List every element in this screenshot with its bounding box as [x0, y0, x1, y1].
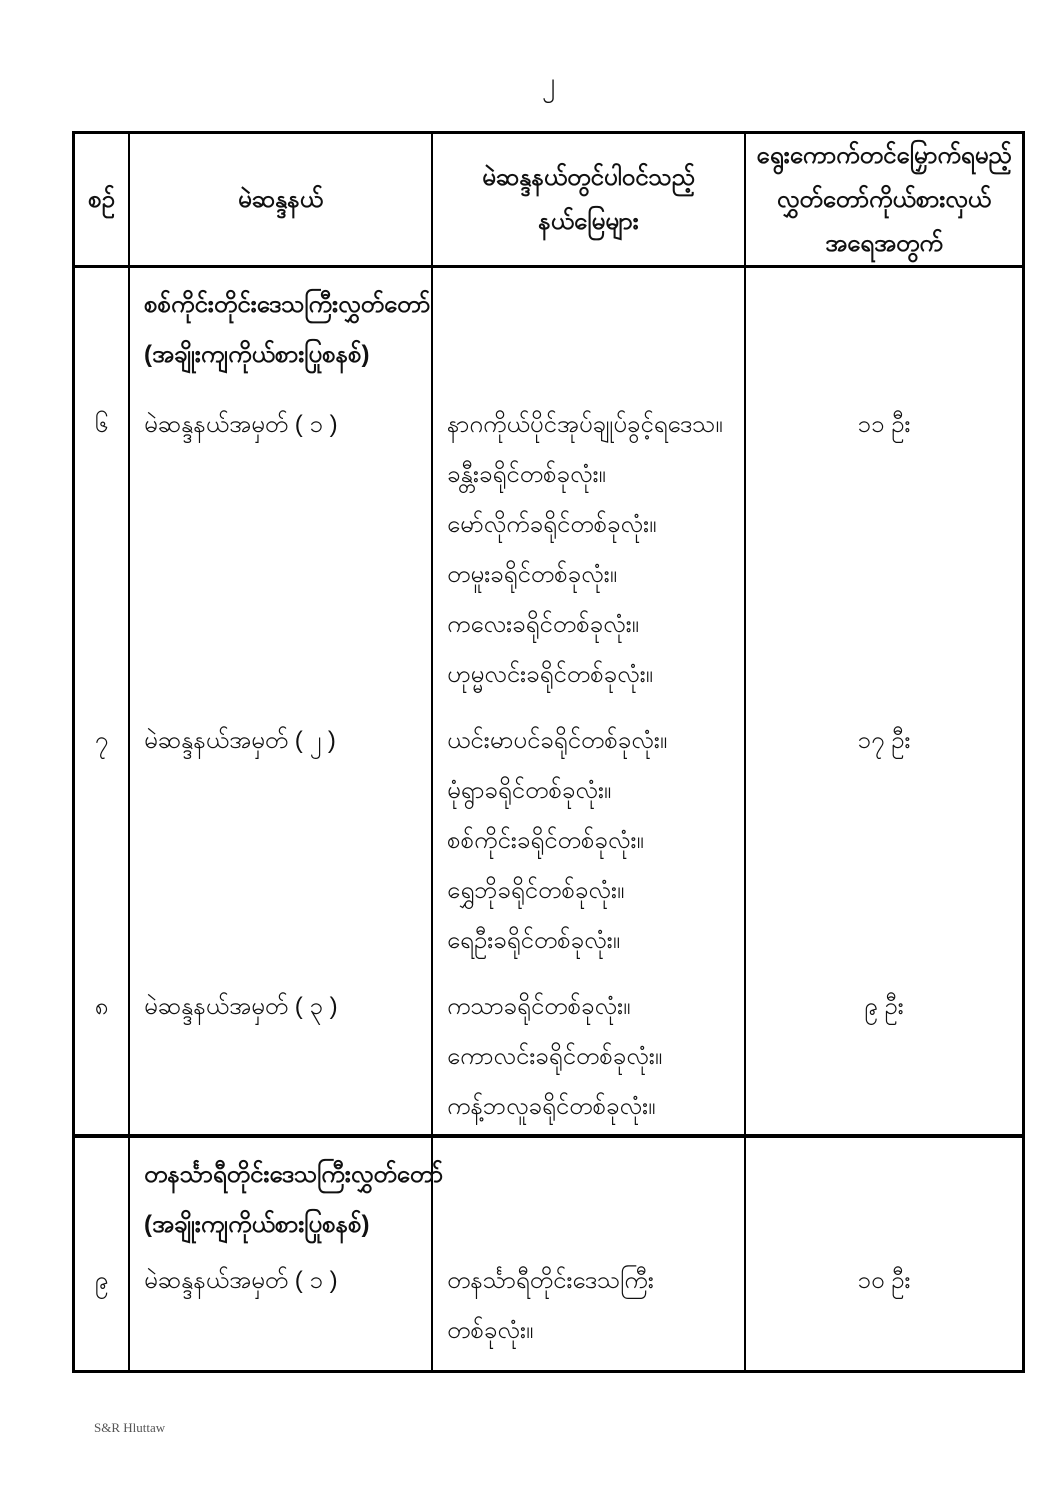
area-line: တမူးခရိုင်တစ်ခုလုံး။ [447, 561, 617, 588]
header-reps-line: လွှတ်တော်ကိုယ်စားလှယ် [776, 186, 992, 213]
constituency-cell: မဲဆန္ဒနယ်အမှတ် ( ၁ ) [130, 1256, 433, 1370]
area-line: ခန္တီးခရိုင်တစ်ခုလုံး။ [447, 461, 606, 488]
area-line: ဟုမ္မလင်းခရိုင်တစ်ခုလုံး။ [447, 661, 653, 688]
representatives-cell: ၉ ဦး [864, 993, 904, 1020]
area-line: မော်လိုက်ခရိုင်တစ်ခုလုံး။ [447, 511, 657, 538]
empty-cell [75, 268, 130, 386]
empty-cell [746, 268, 1022, 386]
header-constituency-label: မဲဆန္ဒနယ် [237, 186, 324, 213]
area-line: ယင်းမာပင်ခရိုင်တစ်ခုလုံး။ [447, 727, 668, 754]
header-cell-areas [433, 134, 746, 266]
area-line: ကန့်ဘလူခရိုင်တစ်ခုလုံး။ [447, 1093, 656, 1120]
empty-cell [75, 1138, 130, 1256]
table-header-row [75, 134, 1022, 268]
area-line: ကသာခရိုင်တစ်ခုလုံး။ [447, 993, 631, 1020]
header-cell-constituency [130, 134, 433, 266]
areas-cell [433, 1256, 746, 1370]
empty-cell [746, 1138, 1022, 1256]
areas-cell [433, 968, 746, 1134]
area-line: ကောလင်းခရိုင်တစ်ခုလုံး။ [447, 1043, 663, 1070]
row-number-cell: ၉ [75, 1256, 130, 1370]
row-number-cell: ၇ [75, 702, 130, 968]
header-no-label: စဉ် [88, 186, 115, 213]
area-line: ကလေးခရိုင်တစ်ခုလုံး။ [447, 611, 639, 638]
section-title [130, 1138, 443, 1256]
empty-cell [433, 1138, 746, 1256]
header-areas-line: နယ်မြေများ [538, 208, 639, 235]
representatives-cell: ၁၇ ဦး [857, 727, 911, 754]
area-line: တစ်ခုလုံး။ [447, 1317, 534, 1344]
footer-watermark: S&R Hluttaw [94, 1420, 166, 1435]
representatives-cell: ၁၁ ဦး [857, 411, 911, 438]
page-number: ၂ [541, 67, 556, 97]
area-line: မုံရွာခရိုင်တစ်ခုလုံး။ [447, 777, 612, 804]
section-title-line: (အချိုးကျကိုယ်စားပြုစနစ်) [144, 341, 370, 368]
constituency-cell: မဲဆန္ဒနယ်အမှတ် ( ၁ ) [130, 386, 433, 702]
area-line: ရေဦးခရိုင်တစ်ခုလုံး။ [447, 927, 621, 954]
area-line: တနင်္သာရီတိုင်းဒေသကြီး [447, 1267, 654, 1294]
section-title-line: စစ်ကိုင်းတိုင်းဒေသကြီးလွှတ်တော် [144, 291, 431, 318]
section-title [130, 268, 433, 386]
header-areas-line: မဲဆန္ဒနယ်တွင်ပါဝင်သည့် [482, 164, 695, 191]
row-number-cell: ၆ [75, 386, 130, 702]
header-reps-line: ရွေးကောက်တင်မြှောက်ရမည့် [756, 142, 1012, 169]
section-title-line: တနင်္သာရီတိုင်းဒေသကြီးလွှတ်တော် [144, 1161, 443, 1188]
table-section-sagaing [75, 268, 1022, 1134]
constituency-cell: မဲဆန္ဒနယ်အမှတ် ( ၂ ) [130, 702, 433, 968]
empty-cell [433, 268, 746, 386]
representatives-cell: ၁၀ ဦး [857, 1267, 911, 1294]
areas-cell [433, 386, 746, 702]
constituency-table [72, 131, 1025, 1373]
constituency-cell: မဲဆန္ဒနယ်အမှတ် ( ၃ ) [130, 968, 433, 1134]
area-line: စစ်ကိုင်းခရိုင်တစ်ခုလုံး။ [447, 827, 644, 854]
area-line: နာဂကိုယ်ပိုင်အုပ်ချုပ်ခွင့်ရဒေသ။ [447, 411, 723, 438]
table-section-tanintharyi [75, 1134, 1022, 1370]
section-title-line: (အချိုးကျကိုယ်စားပြုစနစ်) [144, 1211, 370, 1238]
row-number-cell: ၈ [75, 968, 130, 1134]
header-cell-representatives [746, 134, 1022, 266]
areas-cell [433, 702, 746, 968]
header-cell-no [75, 134, 130, 266]
header-reps-line: အရေအတွက် [825, 230, 943, 257]
area-line: ရွှေဘိုခရိုင်တစ်ခုလုံး။ [447, 877, 625, 904]
